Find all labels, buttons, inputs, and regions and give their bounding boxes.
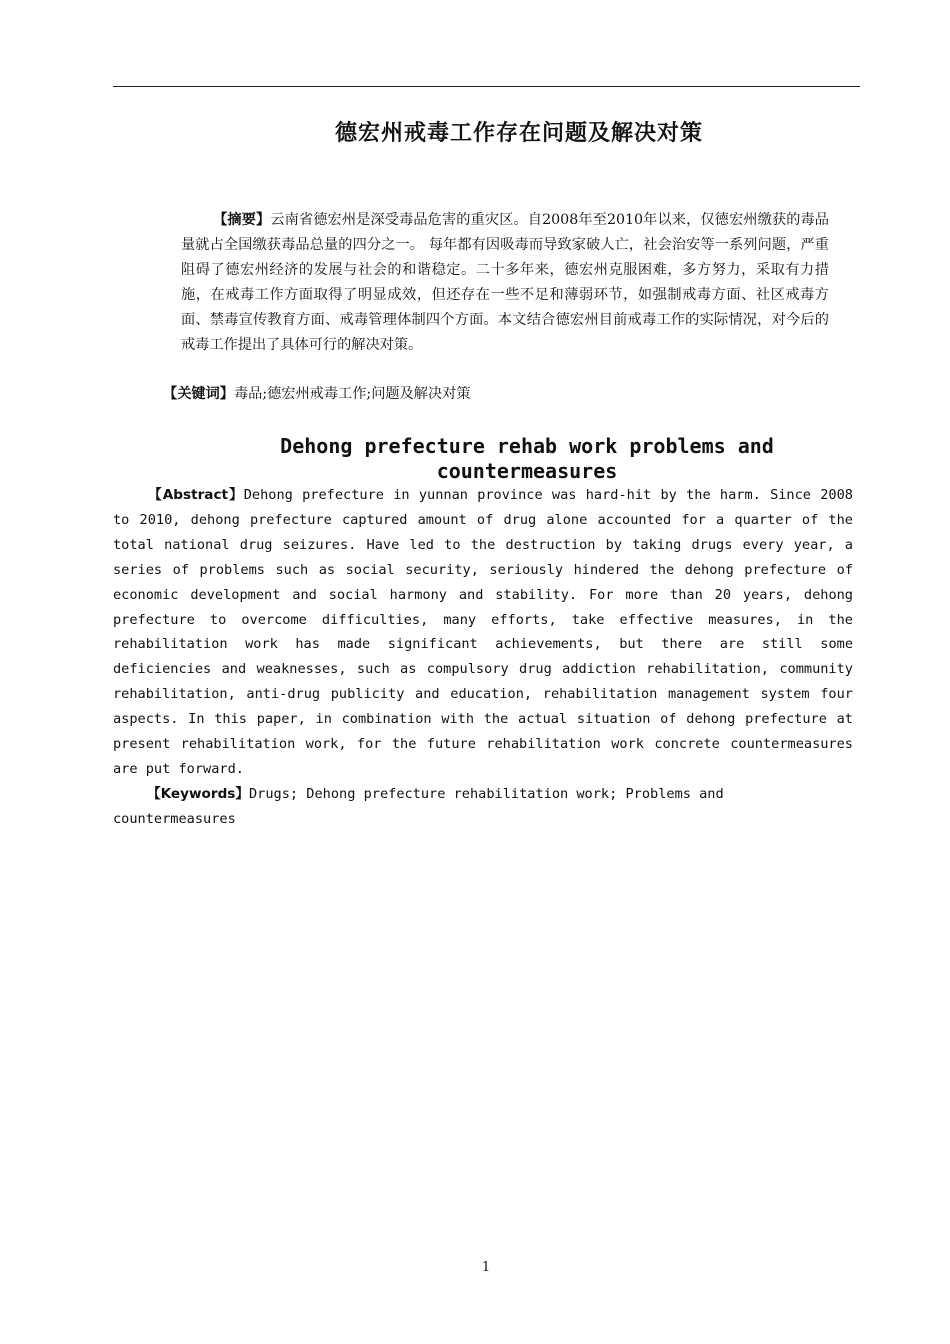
english-keywords-label: 【Keywords】 (147, 786, 249, 802)
page-number: 1 (481, 1260, 491, 1275)
chinese-abstract (181, 208, 829, 358)
english-abstract-label: 【Abstract】 (147, 487, 244, 503)
english-abstract (113, 483, 853, 782)
english-keywords-text: Drugs; Dehong prefecture rehabilitation work; Problems and countermeasures (113, 786, 724, 827)
header-rule (113, 86, 860, 87)
english-abstract-text: Dehong prefecture in yunnan province was hard-hit by the harm. Since 2008 to 2010, dehong prefecture captured amount of drug alone accounted for a quarter of the total national drug seizures. Have led to the destruction by taking drugs every year, a series of problems such as social security, seriously hindered the dehong prefecture of economic development and social harmony and stability. For more than 20 years, dehong prefecture to overcome difficulties, many efforts, take effective measures, in the rehabilitation work has made significant achievements, but there are still some deficiencies and weaknesses, such as compulsory drug addiction rehabilitation, community rehabilitation, anti-drug publicity and education, rehabilitation management system four aspects. In this paper, in combination with the actual situation of dehong prefecture at present rehabilitation work, for the future rehabilitation work concrete countermeasures are put forward. (113, 487, 853, 777)
chinese-title: 德宏州戒毒工作存在问题及解决对策 (334, 121, 703, 146)
chinese-abstract-text: 云南省德宏州是深受毒品危害的重灾区。自2008年至2010年以来，仅德宏州缴获的毒品量就占全国缴获毒品总量的四分之一。 每年都有因吸毒而导致家破人亡，社会治安等一系列问题，严重阻碍了德宏州经济的发展与社会的和谐稳定。二十多年来，德宏州克服困难，多方努力，采取有力措施，在戒毒工作方面取得了明显成效，但还存在一些不足和薄弱环节，如强制戒毒方面、社区戒毒方面、禁毒宣传教育方面、戒毒管理体制四个方面。本文结合德宏州目前戒毒工作的实际情况，对今后的戒毒工作提出了具体可行的解决对策。 (181, 212, 829, 353)
chinese-keywords-text: 毒品;德宏州戒毒工作;问题及解决对策 (233, 386, 471, 402)
english-keywords (113, 782, 853, 832)
chinese-keywords-label: 【关键词】 (163, 386, 234, 402)
english-title: Dehong prefecture rehab work problems and countermeasures (280, 434, 774, 483)
chinese-abstract-label: 【摘要】 (213, 212, 271, 228)
chinese-keywords (163, 382, 843, 407)
